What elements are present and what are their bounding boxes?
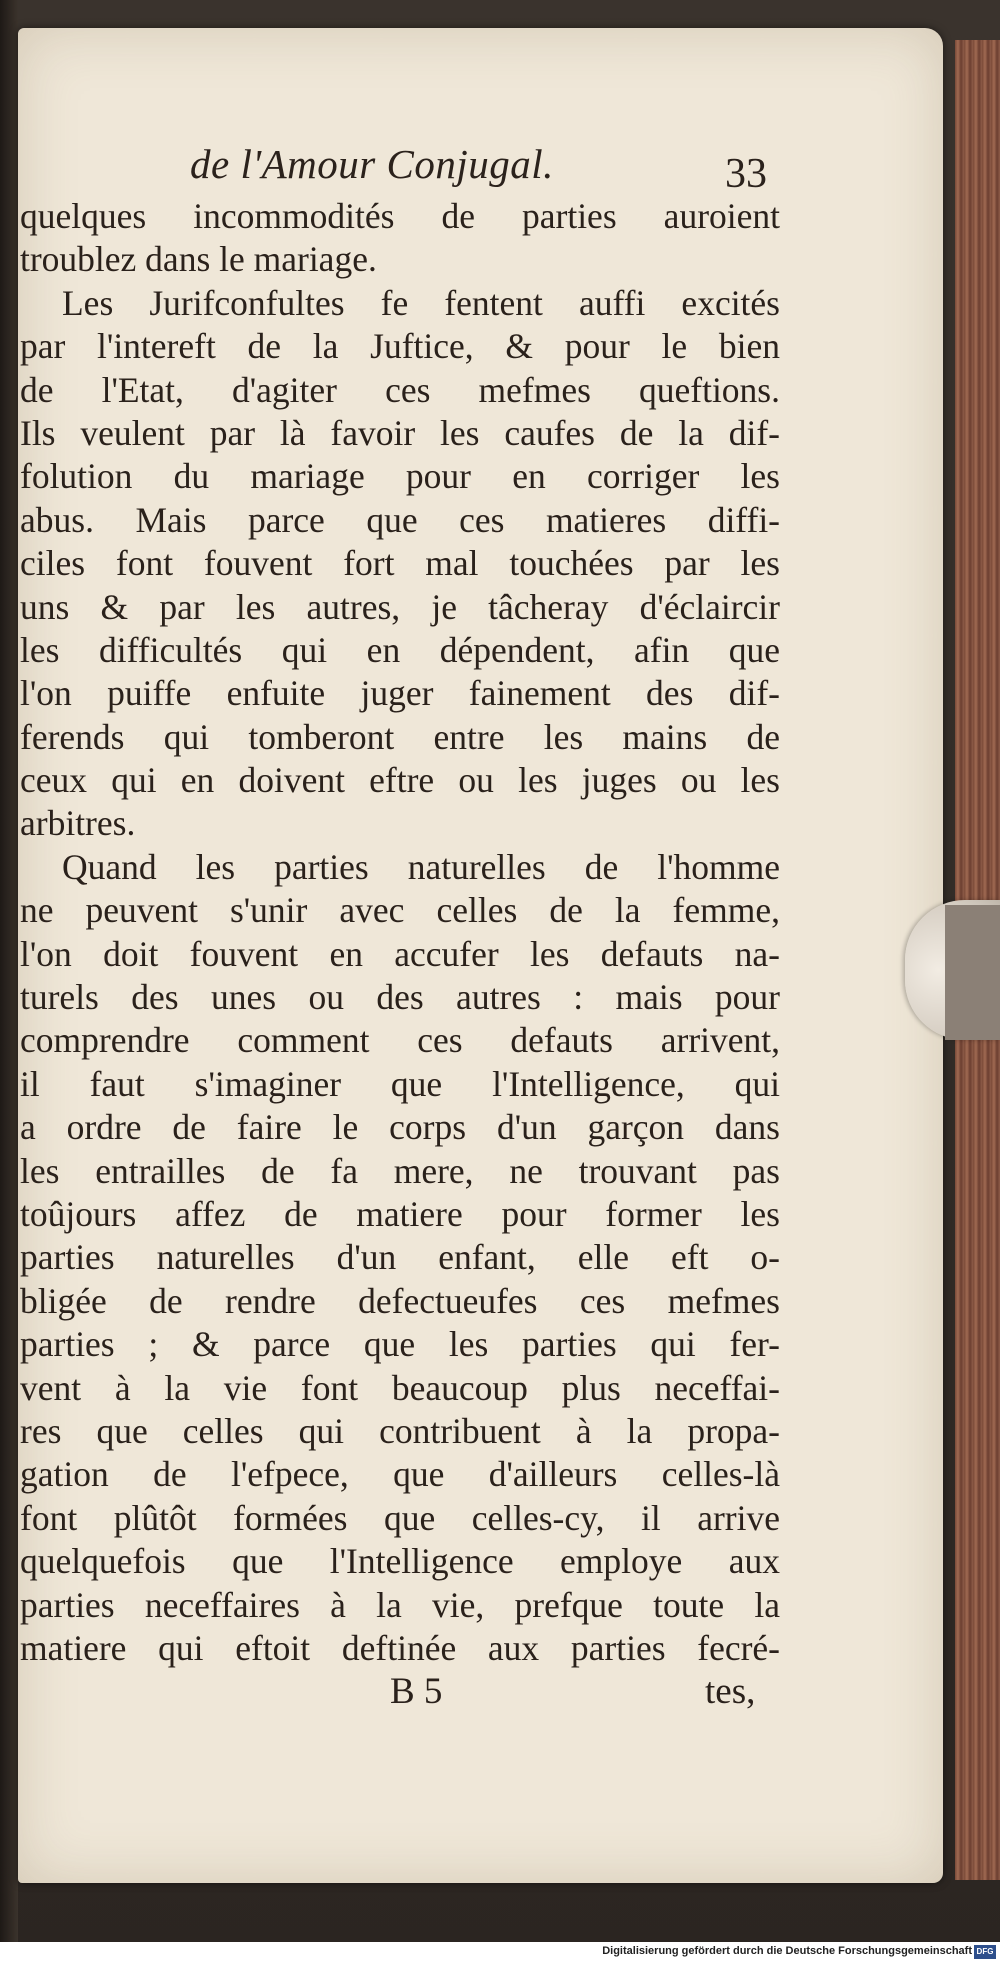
text-line: ne peuvent s'unir avec celles de la femme, [20, 890, 780, 931]
text-line: ceux qui en doivent eftre ou les juges ou les [20, 760, 780, 801]
text-line: ciles font fouvent fort mal touchées par les [20, 543, 780, 584]
text-line: l'on doit fouvent en accufer les defauts na- [20, 933, 780, 974]
running-head: de l'Amour Conjugal. [190, 141, 554, 187]
text-line: troublez dans le mariage. [20, 239, 377, 280]
text-line: bligée de rendre defectueufes ces mefmes [20, 1280, 780, 1321]
page-number: 33 [725, 151, 767, 197]
text-line: arbitres. [20, 803, 136, 844]
text-line: les entrailles de fa mere, ne trouvant pas [20, 1150, 780, 1191]
dfg-logo-icon: DFG [974, 1945, 996, 1959]
text-line: parties ; & parce que les parties qui fer- [20, 1324, 780, 1365]
text-line: ferends qui tomberont entre les mains de [20, 716, 780, 757]
text-line: il faut s'imaginer que l'Intelligence, qui [20, 1063, 780, 1104]
text-line: res que celles qui contribuent à la propa- [20, 1410, 780, 1451]
text-line: l'on puiffe enfuite juger fainement des dif- [20, 673, 780, 714]
text-line: a ordre de faire le corps d'un garçon dans [20, 1107, 780, 1148]
digitization-credit: Digitalisierung gefördert durch die Deutsche Forschungsgemeinschaft [602, 1945, 972, 1957]
text-line: quelquefois que l'Intelligence employe aux [20, 1541, 780, 1582]
text-line: turels des unes ou des autres : mais pour [20, 977, 780, 1018]
text-line: Les Jurifconfultes fe fentent auffi excités [62, 282, 780, 323]
text-line: quelques incommodités de parties auroient [20, 196, 780, 236]
text-line: toûjours affez de matiere pour former les [20, 1193, 780, 1234]
text-line: Ils veulent par là favoir les caufes de la dif- [20, 412, 780, 453]
text-line: font plûtôt formées que celles-cy, il arrive [20, 1497, 780, 1538]
text-line: de l'Etat, d'agiter ces mefmes queftions. [20, 369, 780, 410]
text-line: uns & par les autres, je tâcheray d'éclaircir [20, 586, 780, 627]
text-line: matiere qui eftoit deftinée aux parties fecré- [20, 1627, 780, 1668]
text-line: folution du mariage pour en corriger les [20, 456, 780, 497]
text-line: vent à la vie font beaucoup plus neceffai- [20, 1367, 780, 1408]
text-line: comprendre comment ces defauts arrivent, [20, 1020, 780, 1061]
text-line: Quand les parties naturelles de l'homme [62, 846, 780, 887]
text-line: gation de l'efpece, que d'ailleurs celles-là [20, 1454, 780, 1495]
body-text [20, 195, 780, 1670]
binding-shadow [0, 0, 18, 1964]
catchword: tes, [705, 1671, 756, 1712]
clasp-band [945, 905, 1000, 1040]
text-line: par l'intereft de la Juftice, & pour le bien [20, 326, 780, 367]
text-line: parties naturelles d'un enfant, elle eft o- [20, 1237, 780, 1278]
text-line: abus. Mais parce que ces matieres diffi- [20, 499, 780, 540]
text-line: les difficultés qui en dépendent, afin que [20, 629, 780, 670]
signature-mark: B 5 [390, 1671, 443, 1712]
text-line: parties neceffaires à la vie, prefque toute la [20, 1584, 780, 1625]
